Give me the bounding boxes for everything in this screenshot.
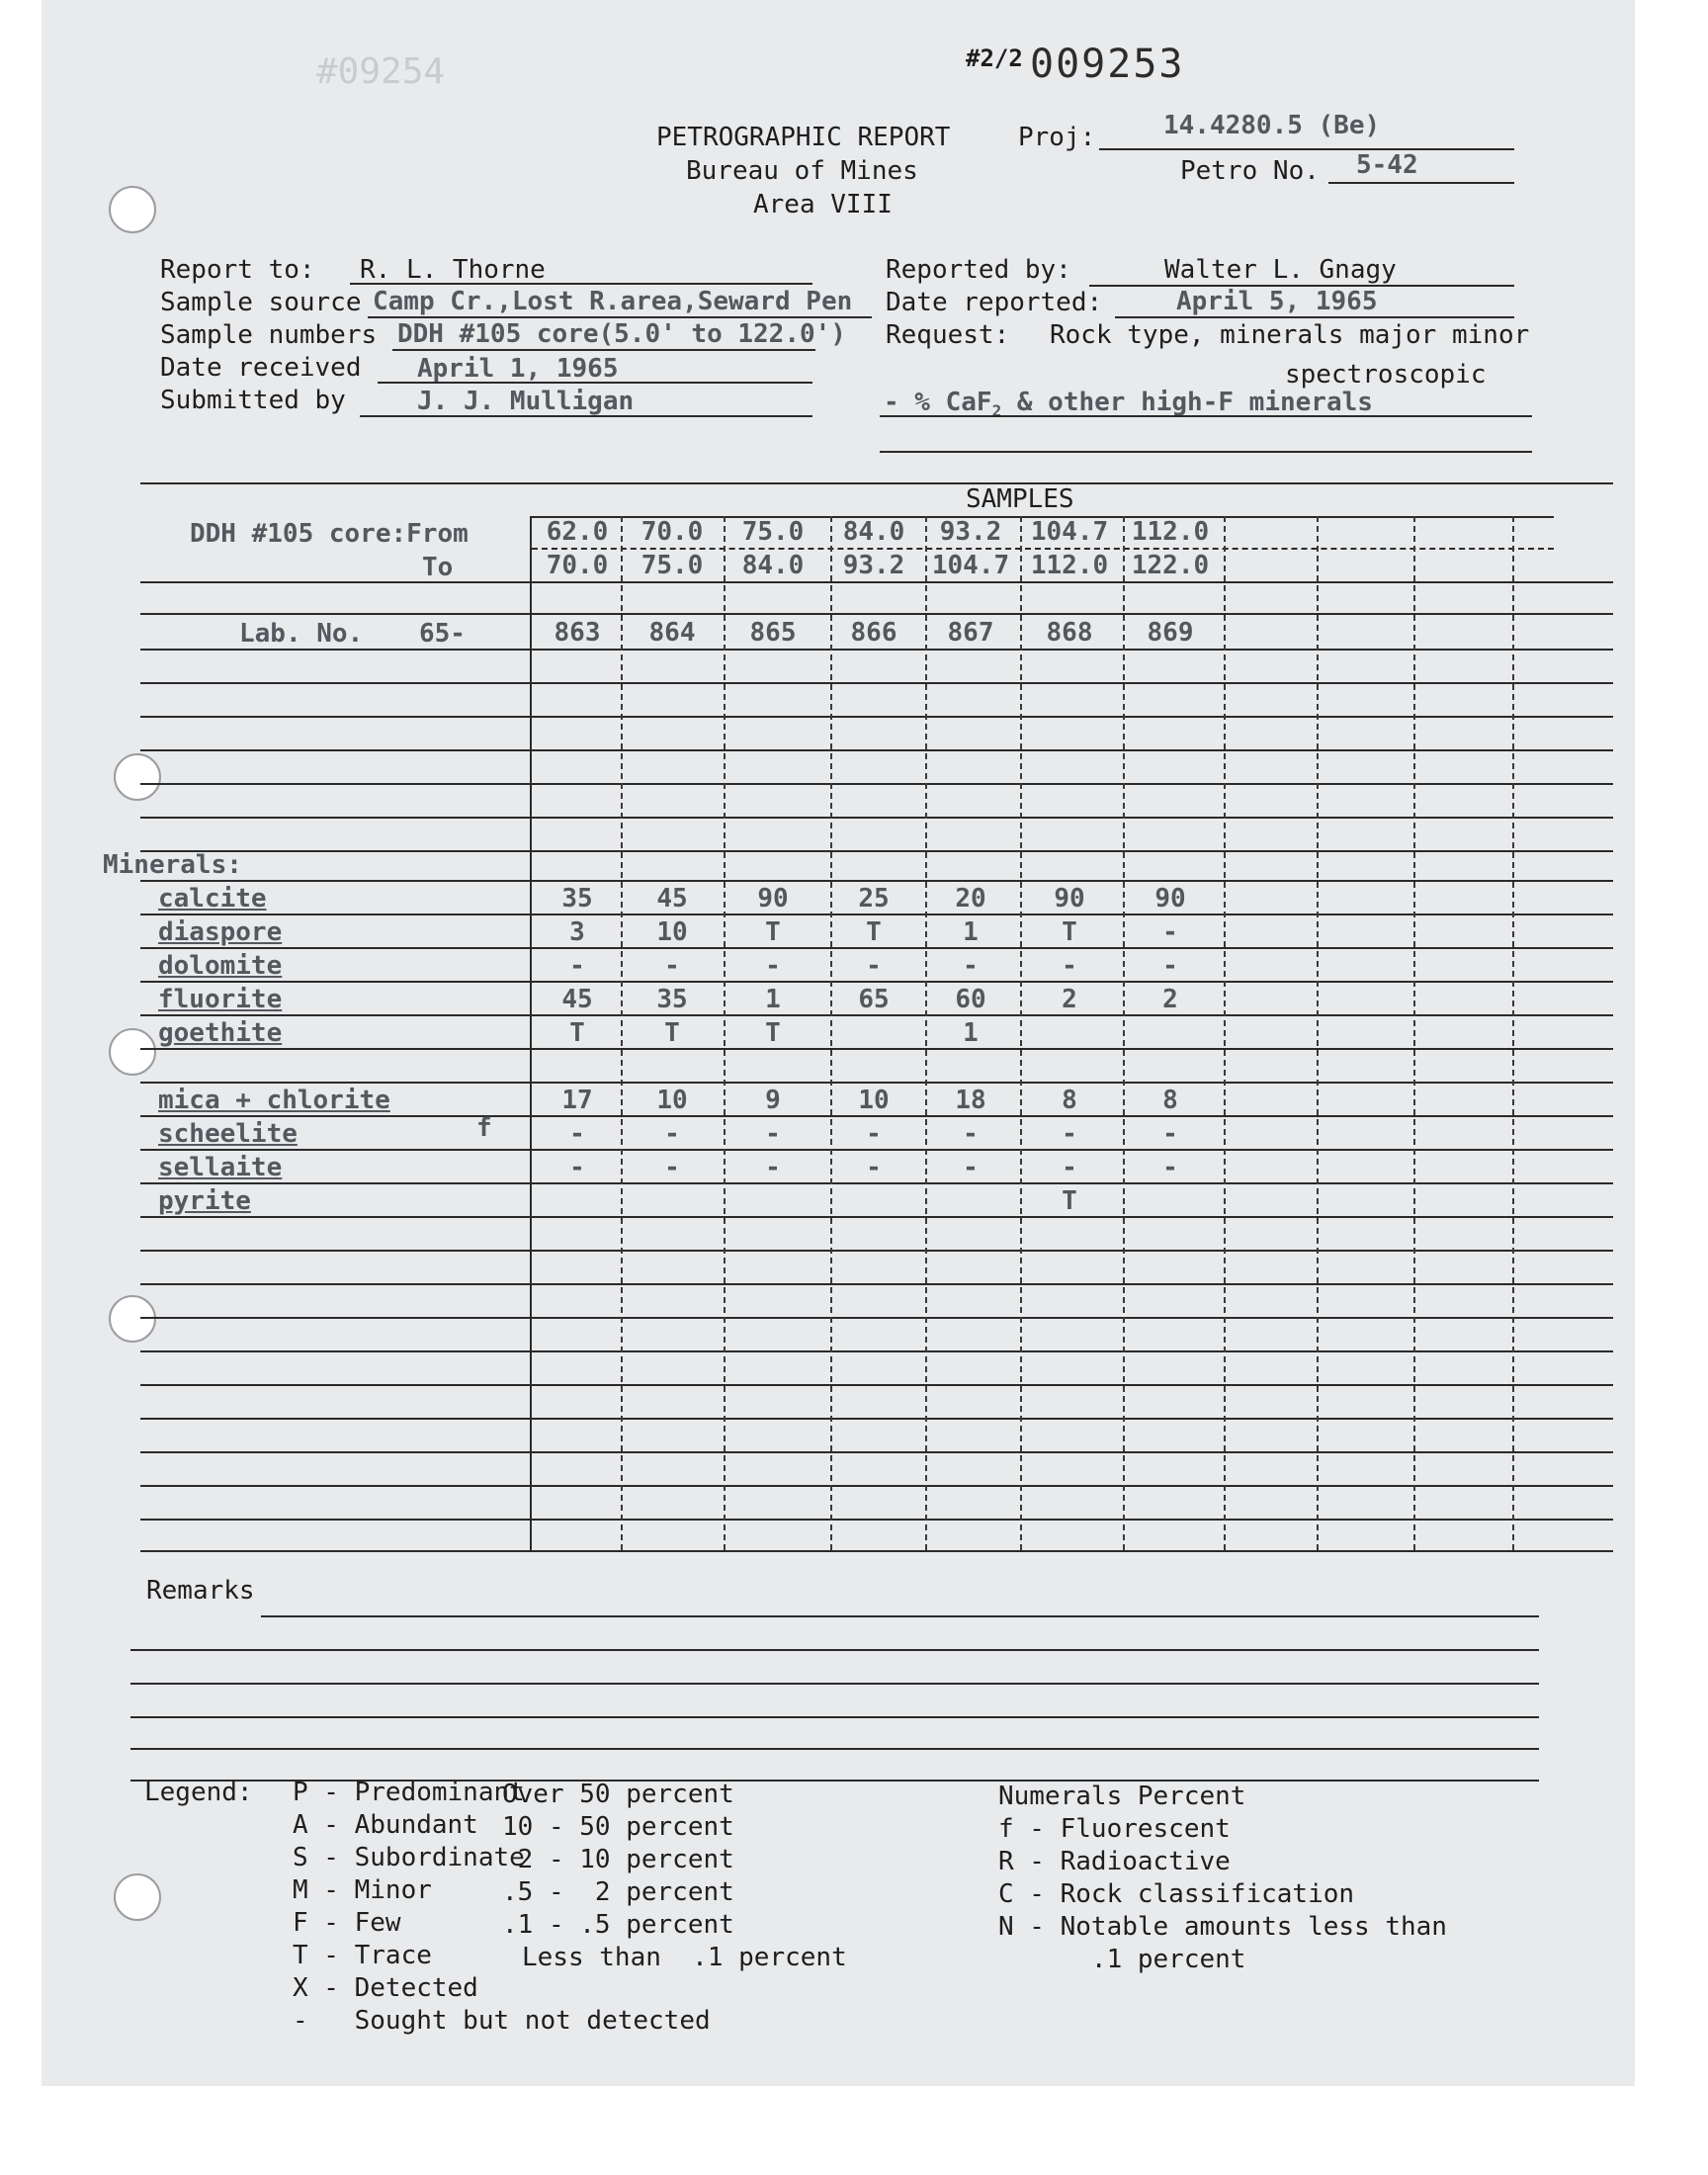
sample-from-value: 75.0: [741, 517, 805, 547]
mineral-value: T: [664, 1018, 680, 1048]
mineral-value: T: [569, 1018, 585, 1048]
sample-from-value: 112.0: [1131, 517, 1210, 547]
mineral-value: 17: [561, 1086, 593, 1115]
mineral-value: 8: [1062, 1086, 1077, 1115]
request-label: Request:: [886, 320, 1010, 350]
mineral-name: diaspore: [158, 917, 283, 947]
mineral-value: -: [963, 1119, 979, 1149]
legend-note: .1 percent: [998, 1945, 1246, 1974]
date-received-label: Date received: [160, 353, 362, 383]
mineral-value: T: [765, 1018, 781, 1048]
mineral-value: T: [1062, 917, 1077, 947]
mineral-value: -: [664, 1119, 680, 1149]
mineral-value: 90: [757, 884, 789, 914]
mineral-value: 10: [656, 917, 688, 947]
mineral-value: 1: [765, 985, 781, 1014]
lab-number: 868: [1046, 618, 1093, 648]
legend-note: C - Rock classification: [998, 1879, 1355, 1909]
request-value: Rock type, minerals major minor: [1050, 320, 1530, 350]
sample-to-value: 122.0: [1131, 551, 1210, 580]
binder-hole: [114, 1873, 161, 1921]
binder-hole: [109, 186, 156, 233]
from-label: DDH #105 core:From: [190, 519, 469, 549]
mineral-flag: f: [476, 1113, 492, 1143]
remarks-label: Remarks: [146, 1576, 255, 1606]
legend-code: M - Minor: [293, 1875, 432, 1905]
legend-note: N - Notable amounts less than: [998, 1912, 1447, 1942]
mineral-value: -: [1162, 1119, 1178, 1149]
mineral-name: mica + chlorite: [158, 1086, 390, 1115]
report-title: PETROGRAPHIC REPORT: [656, 123, 951, 152]
mineral-name: sellaite: [158, 1153, 283, 1182]
mineral-name: goethite: [158, 1018, 283, 1048]
legend-range: Less than .1 percent: [522, 1943, 847, 1972]
sample-to-value: 84.0: [741, 551, 805, 580]
lab-label: Lab. No.: [239, 619, 364, 649]
ghost-number: #09254: [316, 51, 446, 92]
legend-code: S - Subordinate: [293, 1843, 525, 1872]
mineral-value: 18: [955, 1086, 986, 1115]
proj-label: Proj:: [1018, 123, 1096, 152]
mineral-value: 10: [656, 1086, 688, 1115]
legend-code: T - Trace: [293, 1941, 432, 1970]
binder-hole: [109, 1028, 156, 1076]
mineral-value: -: [866, 951, 882, 981]
minerals-heading: Minerals:: [103, 850, 242, 880]
legend-code: X - Detected: [293, 1973, 478, 2003]
mineral-value: T: [866, 917, 882, 947]
samples-heading: SAMPLES: [966, 484, 1074, 514]
mineral-value: -: [866, 1153, 882, 1182]
legend-range: 10 - 50 percent: [502, 1812, 734, 1842]
mineral-value: 20: [955, 884, 986, 914]
legend-note: f - Fluorescent: [998, 1814, 1231, 1844]
request-line2: - % CaF$_2$ & other high-F minerals: [884, 388, 1373, 421]
sample-from-value: 70.0: [640, 517, 704, 547]
sample-from-value: 104.7: [1030, 517, 1109, 547]
area-name: Area VIII: [753, 190, 893, 219]
mineral-value: -: [963, 1153, 979, 1182]
mineral-value: 65: [858, 985, 890, 1014]
sample-from-value: 84.0: [842, 517, 905, 547]
mineral-value: 90: [1054, 884, 1085, 914]
binder-hole: [114, 753, 161, 801]
sample-to-value: 70.0: [546, 551, 609, 580]
mineral-value: 9: [765, 1086, 781, 1115]
to-label: To: [422, 553, 454, 582]
mineral-value: 45: [561, 985, 593, 1014]
mineral-value: -: [1162, 1153, 1178, 1182]
sample-to-value: 112.0: [1030, 551, 1109, 580]
mineral-value: 2: [1162, 985, 1178, 1014]
petro-value: 5-42: [1356, 150, 1418, 180]
mineral-value: -: [765, 1119, 781, 1149]
mineral-name: fluorite: [158, 985, 283, 1014]
lab-number: 867: [947, 618, 994, 648]
mineral-value: -: [1062, 1153, 1077, 1182]
petro-label: Petro No.: [1180, 156, 1320, 186]
mineral-value: 2: [1062, 985, 1077, 1014]
mineral-value: -: [765, 951, 781, 981]
mineral-value: -: [765, 1153, 781, 1182]
mineral-value: -: [1062, 951, 1077, 981]
mineral-value: 60: [955, 985, 986, 1014]
mineral-value: -: [664, 1153, 680, 1182]
sample-from-value: 93.2: [939, 517, 1002, 547]
mineral-value: T: [1062, 1186, 1077, 1216]
mineral-value: -: [569, 1119, 585, 1149]
handwritten-ref: #2/2: [966, 44, 1023, 72]
report-to-value: R. L. Thorne: [360, 255, 546, 285]
legend-range: Over 50 percent: [502, 1780, 734, 1809]
mineral-name: calcite: [158, 884, 267, 914]
mineral-value: -: [866, 1119, 882, 1149]
reported-by-label: Reported by:: [886, 255, 1071, 285]
mineral-value: 3: [569, 917, 585, 947]
legend-code: A - Abundant: [293, 1810, 478, 1840]
reported-by-value: Walter L. Gnagy: [1164, 255, 1397, 285]
mineral-name: dolomite: [158, 951, 283, 981]
lab-number: 869: [1147, 618, 1194, 648]
sample-to-value: 93.2: [842, 551, 905, 580]
legend-note: R - Radioactive: [998, 1847, 1231, 1876]
legend-code: P - Predominant: [293, 1778, 525, 1807]
legend-label: Legend:: [144, 1778, 253, 1807]
mineral-value: 1: [963, 1018, 979, 1048]
document-number: 009253: [1030, 42, 1185, 87]
lab-prefix: 65-: [419, 619, 466, 649]
mineral-value: -: [1162, 951, 1178, 981]
date-received-value: April 1, 1965: [417, 354, 619, 384]
document-page: [42, 0, 1635, 2086]
mineral-value: -: [569, 951, 585, 981]
mineral-value: -: [569, 1153, 585, 1182]
sample-source-label: Sample source: [160, 288, 362, 317]
lab-number: 866: [850, 618, 897, 648]
date-reported-value: April 5, 1965: [1176, 287, 1378, 316]
mineral-name: pyrite: [158, 1186, 251, 1216]
sample-numbers-value: DDH #105 core(5.0' to 122.0'): [397, 319, 846, 349]
lab-number: 864: [648, 618, 696, 648]
mineral-value: T: [765, 917, 781, 947]
mineral-value: 45: [656, 884, 688, 914]
proj-value: 14.4280.5 (Be): [1163, 111, 1381, 140]
mineral-name: scheelite: [158, 1119, 298, 1149]
legend-code: - Sought but not detected: [293, 2006, 711, 2036]
agency-name: Bureau of Mines: [686, 156, 918, 186]
sample-to-value: 75.0: [640, 551, 704, 580]
mineral-value: 90: [1154, 884, 1186, 914]
mineral-value: -: [963, 951, 979, 981]
legend-note: Numerals Percent: [998, 1782, 1246, 1811]
sample-source-value: Camp Cr.,Lost R.area,Seward Pen: [373, 287, 853, 316]
lab-number: 865: [749, 618, 797, 648]
binder-hole: [109, 1295, 156, 1343]
lab-number: 863: [554, 618, 601, 648]
legend-range: .1 - .5 percent: [502, 1910, 734, 1940]
report-to-label: Report to:: [160, 255, 315, 285]
mineral-value: 25: [858, 884, 890, 914]
request-extra: spectroscopic: [1285, 360, 1487, 390]
mineral-value: 35: [561, 884, 593, 914]
mineral-value: 35: [656, 985, 688, 1014]
sample-numbers-label: Sample numbers: [160, 320, 378, 350]
mineral-value: -: [1062, 1119, 1077, 1149]
sample-to-value: 104.7: [931, 551, 1010, 580]
submitted-by-label: Submitted by: [160, 386, 346, 415]
mineral-value: 8: [1162, 1086, 1178, 1115]
mineral-value: -: [1162, 917, 1178, 947]
sample-from-value: 62.0: [546, 517, 609, 547]
mineral-value: 1: [963, 917, 979, 947]
mineral-value: -: [664, 951, 680, 981]
legend-range: 2 - 10 percent: [502, 1845, 734, 1874]
legend-range: .5 - 2 percent: [502, 1877, 734, 1907]
mineral-value: 10: [858, 1086, 890, 1115]
legend-code: F - Few: [293, 1908, 401, 1938]
date-reported-label: Date reported:: [886, 288, 1103, 317]
submitted-by-value: J. J. Mulligan: [417, 387, 635, 416]
